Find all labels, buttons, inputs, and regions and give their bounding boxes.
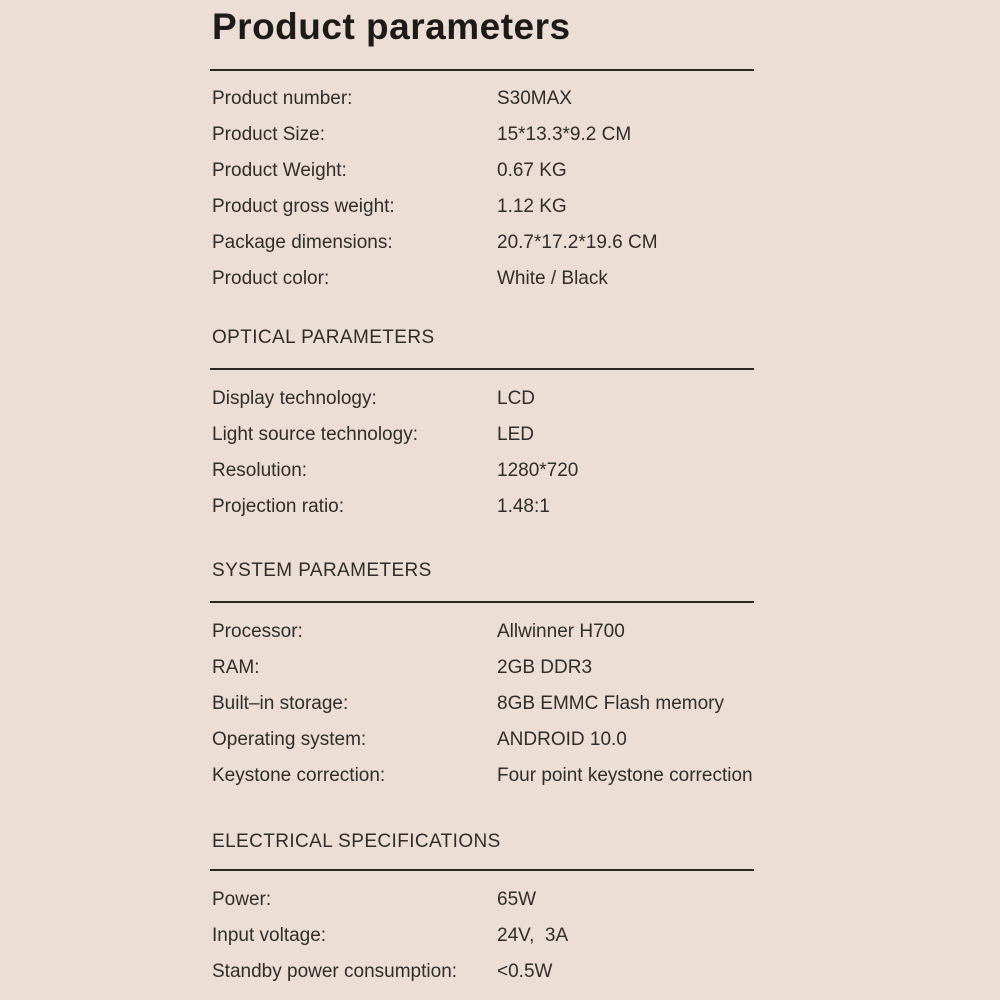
page-title: Product parameters: [212, 6, 571, 47]
spec-row-standby-power: [212, 954, 782, 990]
section-heading-electrical: ELECTRICAL SPECIFICATIONS: [212, 831, 501, 852]
spec-value: 65W: [497, 889, 537, 910]
section-system: [212, 614, 782, 794]
spec-label: Product Size:: [212, 124, 325, 145]
spec-label: Product color:: [212, 268, 330, 289]
spec-value: Four point keystone correction: [497, 765, 753, 786]
section-basic-info: [212, 81, 782, 297]
spec-row-product-size: [212, 117, 782, 153]
spec-label: Product number:: [212, 88, 353, 109]
spec-value: LCD: [497, 388, 536, 409]
spec-row-display-technology: [212, 381, 782, 417]
spec-label: Operating system:: [212, 729, 367, 750]
spec-value: 8GB EMMC Flash memory: [497, 693, 724, 714]
spec-value: Allwinner H700: [497, 621, 625, 642]
spec-row-input-voltage: [212, 918, 782, 954]
section-divider-optical: [210, 368, 754, 370]
title-divider: [210, 69, 754, 71]
spec-value: 1280*720: [497, 460, 579, 481]
spec-value: 2GB DDR3: [497, 657, 593, 678]
spec-row-keystone-correction: [212, 758, 782, 794]
spec-label: Processor:: [212, 621, 303, 642]
section-electrical: [212, 882, 782, 990]
spec-label: Resolution:: [212, 460, 308, 481]
spec-label: Keystone correction:: [212, 765, 386, 786]
spec-value: 0.67 KG: [497, 160, 567, 181]
spec-value: ANDROID 10.0: [497, 729, 627, 750]
spec-value: 1.12 KG: [497, 196, 567, 217]
spec-label: Product gross weight:: [212, 196, 395, 217]
spec-row-operating-system: [212, 722, 782, 758]
spec-row-product-color: [212, 261, 782, 297]
spec-row-product-number: [212, 81, 782, 117]
spec-value: S30MAX: [497, 88, 572, 109]
spec-row-power: [212, 882, 782, 918]
spec-value: 15*13.3*9.2 CM: [497, 124, 632, 145]
spec-row-processor: [212, 614, 782, 650]
spec-row-projection-ratio: [212, 489, 782, 525]
section-divider-system: [210, 601, 754, 603]
spec-row-ram: [212, 650, 782, 686]
spec-row-resolution: [212, 453, 782, 489]
section-heading-system: SYSTEM PARAMETERS: [212, 560, 432, 581]
spec-row-product-weight: [212, 153, 782, 189]
section-heading-optical: OPTICAL PARAMETERS: [212, 327, 435, 348]
spec-label: Light source technology:: [212, 424, 418, 445]
spec-label: Projection ratio:: [212, 496, 345, 517]
spec-row-package-dimensions: [212, 225, 782, 261]
spec-value: <0.5W: [497, 961, 553, 982]
spec-label: Display technology:: [212, 388, 377, 409]
spec-row-light-source: [212, 417, 782, 453]
spec-row-storage: [212, 686, 782, 722]
spec-label: Standby power consumption:: [212, 961, 458, 982]
spec-label: RAM:: [212, 657, 260, 678]
spec-row-gross-weight: [212, 189, 782, 225]
spec-label: Product Weight:: [212, 160, 347, 181]
section-optical: [212, 381, 782, 525]
spec-value: LED: [497, 424, 534, 445]
spec-label: Power:: [212, 889, 272, 910]
section-divider-electrical: [210, 869, 754, 871]
spec-value: 1.48:1: [497, 496, 550, 517]
spec-label: Built–in storage:: [212, 693, 349, 714]
spec-value: White / Black: [497, 268, 608, 289]
spec-value: 24V, 3A: [497, 925, 569, 946]
spec-value: 20.7*17.2*19.6 CM: [497, 232, 658, 253]
spec-label: Input voltage:: [212, 925, 327, 946]
spec-label: Package dimensions:: [212, 232, 393, 253]
